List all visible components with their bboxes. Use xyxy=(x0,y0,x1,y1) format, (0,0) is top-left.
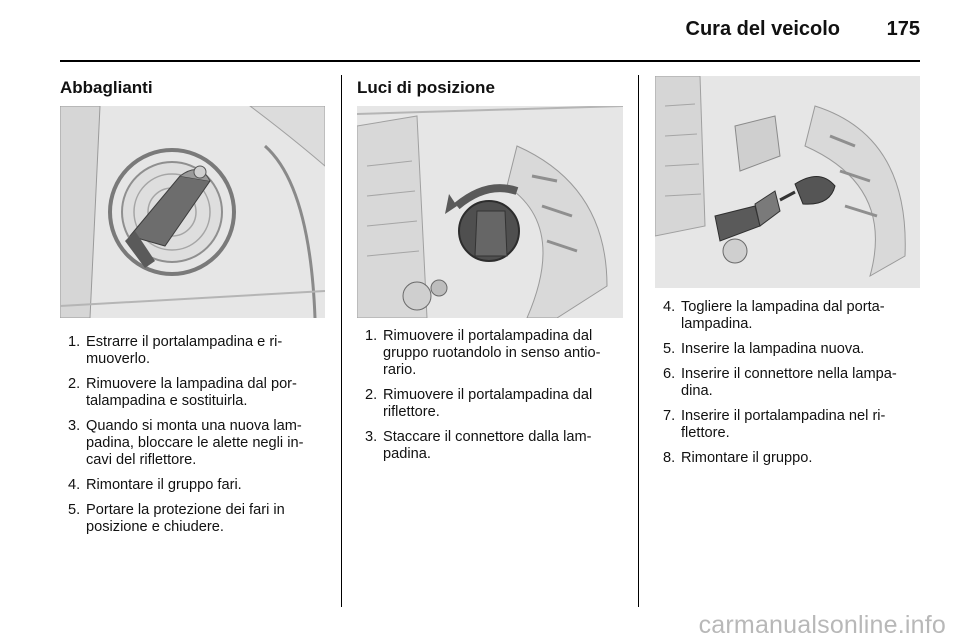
column-divider xyxy=(341,75,342,607)
page-title: Cura del veicolo xyxy=(685,18,840,40)
list-item: 2. Rimuovere la lampadina dal por-talampadina e sostituirla. xyxy=(68,376,297,409)
steps-high-beam xyxy=(60,334,325,536)
header-divider xyxy=(60,60,920,62)
list-item: 1. Rimuovere il portalampadina dal gruppo ruotandolo in senso antio-rario. xyxy=(365,328,601,378)
section-title-high-beam: Abbaglianti xyxy=(60,78,153,97)
list-item: 5. Portare la protezione dei fari in posizione e chiudere. xyxy=(68,502,285,535)
section-title-position-lights: Luci di posizione xyxy=(357,78,495,97)
list-item: 3. Quando si monta una nuova lam-padina, bloccare le alette negli in-cavi del riflettore. xyxy=(68,418,304,468)
column-high-beam xyxy=(60,76,325,544)
column-position-lights xyxy=(357,76,623,471)
figure-high-beam xyxy=(60,106,325,318)
list-item: 3. Staccare il connettore dalla lam-padina. xyxy=(365,429,592,462)
list-item: 4. Rimontare il gruppo fari. xyxy=(68,477,242,493)
figure-bulb-removal xyxy=(655,76,920,288)
list-item: 5. Inserire la lampadina nuova. xyxy=(663,341,865,357)
headlamp-illustration xyxy=(60,106,325,318)
watermark: carmanualsonline.info xyxy=(698,611,946,639)
column-divider xyxy=(638,75,639,607)
steps-position-lights xyxy=(357,328,623,463)
page-header xyxy=(0,0,960,62)
page-number: 175 xyxy=(886,18,920,40)
list-item: 7. Inserire il portalampadina nel ri-flettore. xyxy=(663,408,886,441)
column-bulb-replacement xyxy=(655,76,920,475)
steps-bulb-replacement xyxy=(655,299,920,467)
list-item: 1. Estrarre il portalampadina e ri-muoverlo. xyxy=(68,334,283,367)
list-item: 6. Inserire il connettore nella lampa-dina. xyxy=(663,366,897,399)
figure-position-light-holder xyxy=(357,106,623,318)
list-item: 2. Rimuovere il portalampadina dal riflettore. xyxy=(365,387,593,420)
bulb-removal-illustration xyxy=(655,76,920,288)
position-light-illustration xyxy=(357,106,623,318)
list-item: 4. Togliere la lampadina dal porta-lampadina. xyxy=(663,299,885,332)
list-item: 8. Rimontare il gruppo. xyxy=(663,450,813,466)
